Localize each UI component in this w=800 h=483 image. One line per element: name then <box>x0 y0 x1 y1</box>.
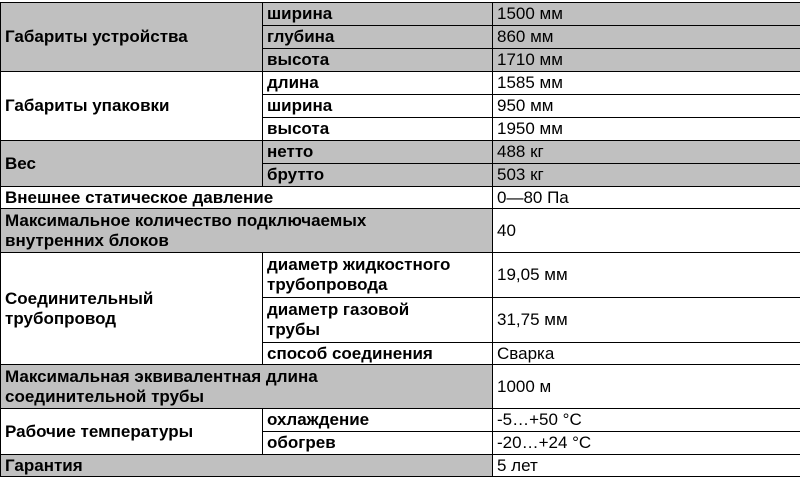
cooling-label: охлаждение <box>263 409 493 432</box>
max-equiv-length-label-line1: Максимальная эквивалентная длина <box>5 366 318 386</box>
max-indoor-units-value: 40 <box>493 209 800 253</box>
device-dims-label: Габариты устройства <box>1 3 263 72</box>
operating-temps-label: Рабочие температуры <box>1 409 263 455</box>
weight-gross-value: 503 кг <box>493 164 800 187</box>
table-row <box>1 409 800 432</box>
table-row <box>1 72 800 95</box>
warranty-value: 5 лет <box>493 455 800 477</box>
piping-liquid-label <box>263 253 493 298</box>
piping-gas-value: 31,75 мм <box>493 298 800 343</box>
max-indoor-units-label <box>1 209 493 253</box>
package-length-value: 1585 мм <box>493 72 800 95</box>
max-equiv-length-label <box>1 365 493 409</box>
piping-method-value: Сварка <box>493 343 800 365</box>
piping-label <box>1 253 263 365</box>
piping-label-line1: Соединительный <box>5 288 154 308</box>
device-height-value: 1710 мм <box>493 49 800 72</box>
device-depth-value: 860 мм <box>493 26 800 49</box>
piping-gas-label-line2: трубы <box>267 320 320 339</box>
piping-gas-label <box>263 298 493 343</box>
max-indoor-units-label-line1: Максимальное количество подключаемых <box>5 210 367 230</box>
max-indoor-units-label-line2: внутренних блоков <box>5 230 169 250</box>
package-width-label: ширина <box>263 95 493 118</box>
table-row <box>1 365 800 409</box>
package-length-label: длина <box>263 72 493 95</box>
table-row <box>1 209 800 253</box>
static-pressure-label: Внешнее статическое давление <box>1 187 493 209</box>
package-height-value: 1950 мм <box>493 118 800 141</box>
device-height-label: высота <box>263 49 493 72</box>
max-equiv-length-label-line2: соединительной трубы <box>5 386 205 406</box>
heating-label: обогрев <box>263 432 493 455</box>
weight-label: Вес <box>1 141 263 187</box>
package-width-value: 950 мм <box>493 95 800 118</box>
table-row <box>1 141 800 164</box>
package-dims-label: Габариты упаковки <box>1 72 263 141</box>
cooling-value: -5…+50 °С <box>493 409 800 432</box>
piping-method-label: способ соединения <box>263 343 493 365</box>
piping-liquid-label-line1: диаметр жидкостного <box>267 255 451 274</box>
device-width-label: ширина <box>263 3 493 26</box>
table-row <box>1 253 800 298</box>
piping-liquid-label-line2: трубопровода <box>267 275 388 294</box>
weight-net-label: нетто <box>263 141 493 164</box>
package-height-label: высота <box>263 118 493 141</box>
piping-gas-label-line1: диаметр газовой <box>267 300 410 319</box>
max-equiv-length-value: 1000 м <box>493 365 800 409</box>
spec-table <box>0 2 800 477</box>
warranty-label: Гарантия <box>1 455 493 477</box>
weight-net-value: 488 кг <box>493 141 800 164</box>
table-row <box>1 187 800 209</box>
static-pressure-value: 0—80 Па <box>493 187 800 209</box>
device-depth-label: глубина <box>263 26 493 49</box>
piping-label-line2: трубопровод <box>5 308 117 328</box>
device-width-value: 1500 мм <box>493 3 800 26</box>
table-row <box>1 3 800 26</box>
piping-liquid-value: 19,05 мм <box>493 253 800 298</box>
weight-gross-label: брутто <box>263 164 493 187</box>
heating-value: -20…+24 °С <box>493 432 800 455</box>
table-row <box>1 455 800 477</box>
